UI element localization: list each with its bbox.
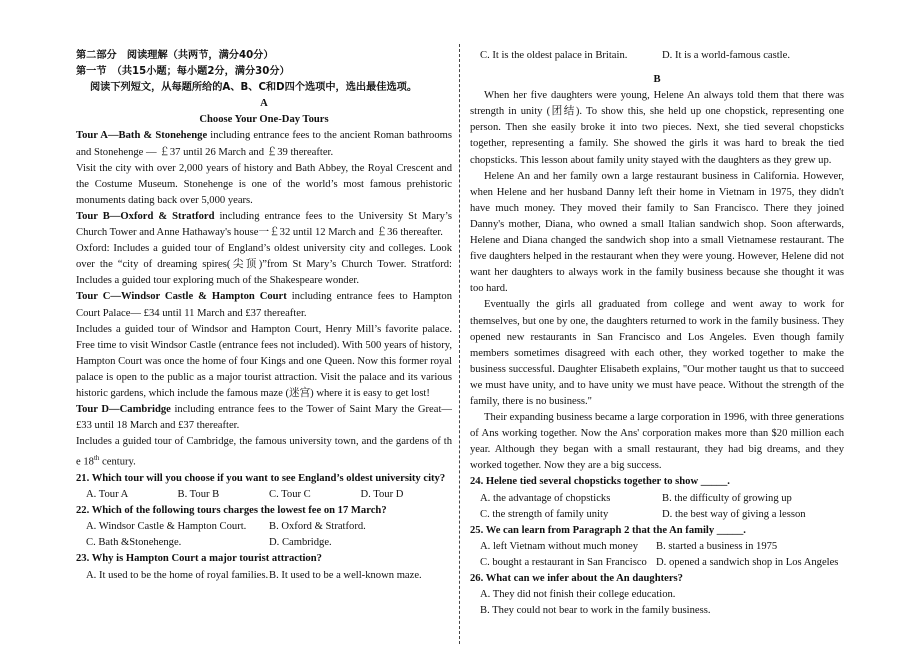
tour-c-description: Includes a guided tour of Windsor and Hampton Court, Henry Mill’s favorite palace. Free time to visit Windsor Castle (entrance fees not included). With 500 years of history, Hampton Court was once the home of four Kings and one Queen. Now this former royal palace is open to the public as a major tourist attraction. Visit the palace and its various historic gardens, which include the famous maze (迷宫) where it is easy to get lost! <box>76 323 452 399</box>
tour-b-fees: including entrance fees to the University St Mary’s Church Tower and Anne Hathaway's house一￡32 until 12 March and ￡36 thereafter. <box>76 210 452 239</box>
option-d[interactable]: D. Cambridge. <box>269 537 332 549</box>
option-a[interactable]: A. Tour A <box>86 489 129 501</box>
option-b[interactable]: B. They could not bear to work in the family business. <box>480 605 711 617</box>
tour-d-heading: Tour D—Cambridge <box>76 404 171 416</box>
option-c[interactable]: C. Tour C <box>269 489 311 501</box>
option-d[interactable]: D. the best way of giving a lesson <box>662 508 806 520</box>
tour-d-description <box>76 434 452 471</box>
question-21: 21. Which tour will you choose if you want to see England’s oldest university city? <box>76 472 446 484</box>
option-b[interactable]: B. started a business in 1975 <box>656 540 778 552</box>
question-26-options <box>470 587 844 619</box>
question-24-options <box>470 491 844 523</box>
question-23-options <box>76 568 452 584</box>
column-divider <box>459 44 460 644</box>
option-a[interactable]: A. left Vietnam without much money <box>480 540 639 552</box>
passage-b-paragraph-3: Eventually the girls all graduated from college and went away to work for themselves, but one by one, the daughters returned to work in the family business. They opened new restaurants in San Francisco and Los Angeles. Even though family members sometimes disagreed with each other, they worked together to make the business successful. Daughter Elisabeth explains, "Our mother taught us that to succeed we must have unity, and to have unity we must have peace. Without the strength of the family, there is no business." <box>470 299 844 407</box>
option-a[interactable]: A. Windsor Castle & Hampton Court. <box>86 521 247 533</box>
tour-d <box>76 402 452 434</box>
tour-d-desc-end: century. <box>99 456 136 468</box>
question-25: 25. We can learn from Paragraph 2 that the An family _____. <box>470 524 746 536</box>
option-d[interactable]: D. Tour D <box>360 489 404 501</box>
option-b[interactable]: B. the difficulty of growing up <box>662 492 792 504</box>
tour-b-heading: Tour B—Oxford & Stratford <box>76 210 215 222</box>
tour-a-heading: Tour A—Bath & Stonehenge <box>76 130 208 142</box>
tour-a-description: Visit the city with over 2,000 years of history and Bath Abbey, the Royal Crescent and the Costume Museum. Stonehenge is one of the world’s most famous prehistoric monuments dating back over 5,000 years. <box>76 162 452 206</box>
option-a[interactable]: A. It used to be the home of royal families. <box>86 569 269 581</box>
tour-b <box>76 209 452 241</box>
option-c[interactable]: C. the strength of family unity <box>480 508 609 520</box>
spacer <box>470 64 844 72</box>
tour-c-heading: Tour C—Windsor Castle & Hampton Court <box>76 291 287 303</box>
right-column <box>470 48 844 619</box>
question-21-options <box>76 487 452 503</box>
tour-a-fees: including entrance fees to the ancient Roman bathrooms and Stonehenge — ￡37 until 26 March and ￡39 thereafter. <box>76 130 452 158</box>
option-b[interactable]: B. Oxford & Stratford. <box>269 521 366 533</box>
option-c[interactable]: C. bought a restaurant in San Francisco <box>480 556 647 568</box>
instruction: 阅读下列短文，从每题所给的A、B、C和D四个选项中，选出最佳选项。 <box>90 82 418 94</box>
tour-c-fees: including entrance fees to Hampton Court Palace— £34 until 11 March and £37 thereafter. <box>76 291 452 319</box>
question-24: 24. Helene tied several chopsticks together to show _____. <box>470 476 730 488</box>
tour-d-fees: including entrance fees to the Tower of Saint Mary the Great—£33 until 18 March and £37 thereafter. <box>76 404 453 432</box>
question-22: 22. Which of the following tours charges the lowest fee on 17 March? <box>76 505 387 517</box>
question-23: 23. Why is Hampton Court a major tourist attraction? <box>76 553 322 565</box>
question-25-options <box>470 539 844 571</box>
passage-b-paragraph-2: Helene An and her family own a large restaurant business in California. However, when Helene and her husband Danny left their home in Vietnam in 1975, they didn't have much money. They moved their family to San Francisco. There they joined Danny's mother, Diana, who owned a small Italian sandwich shop. Soon afterwards, Helene and Diana changed the sandwich shop into a small Vietnamese restaurant. The five daughters helped in the restaurant when they were young. However, Helene did not want her daughters to always work in the family business because she thought it was too hard. <box>470 170 844 295</box>
question-22-options <box>76 519 452 551</box>
section-subtitle: 第一节 （共15小题；每小题2分，满分30分） <box>76 66 290 78</box>
left-column <box>76 48 452 584</box>
passage-b-paragraph-4: Their expanding business became a large corporation in 1996, with three generations of Ans working together. Now the Ans' corporation makes more than $20 million each year. Although they began with a small restaurant, they had big dreams, and they worked together. Now they are a big success. <box>470 412 844 472</box>
question-23-options-cont <box>470 48 844 64</box>
tour-a <box>76 128 452 160</box>
passage-b-paragraph-1: When her five daughters were young, Helene An always told them that there was strength in unity (团结). To show this, she held up one chopstick, representing one person. Then she easily broke it into two pieces. Next, she tied several chopsticks together, representing a family. She showed the girls it was hard to break the tied chopsticks. This lesson about family unity stayed with the daughters as they grew up. <box>470 90 844 166</box>
option-a[interactable]: A. the advantage of chopsticks <box>480 492 611 504</box>
question-26: 26. What can we infer about the An daughters? <box>470 573 683 584</box>
passage-a-title: Choose Your One-Day Tours <box>199 114 329 126</box>
passage-b-letter: B <box>653 74 661 86</box>
option-d[interactable]: D. It is a world-famous castle. <box>662 50 790 61</box>
option-d[interactable]: D. opened a sandwich shop in Los Angeles <box>656 556 839 568</box>
option-b[interactable]: B. It used to be a well-known maze. <box>269 569 422 581</box>
passage-a-letter: A <box>260 98 268 110</box>
tour-b-description: Oxford: Includes a guided tour of England’s oldest university city and colleges. Look over the “city of dreaming spires(尖顶)”from St Mary’s Church Tower. Stratford: Includes a guided tour exploring much of the Shakespeare wonder. <box>76 243 452 287</box>
tour-d-desc-text: Includes a guided tour of Cambridge, the famous university town, and the gardens of th e 18 <box>76 436 452 468</box>
tour-c <box>76 289 452 321</box>
part-title: 第二部分 阅读理解（共两节，满分40分） <box>76 50 274 61</box>
superscript-th: th <box>93 454 100 463</box>
option-c[interactable]: C. It is the oldest palace in Britain. <box>480 50 628 61</box>
option-c[interactable]: C. Bath &Stonehenge. <box>86 537 182 549</box>
option-b[interactable]: B. Tour B <box>177 489 220 501</box>
option-a[interactable]: A. They did not finish their college education. <box>480 589 676 601</box>
